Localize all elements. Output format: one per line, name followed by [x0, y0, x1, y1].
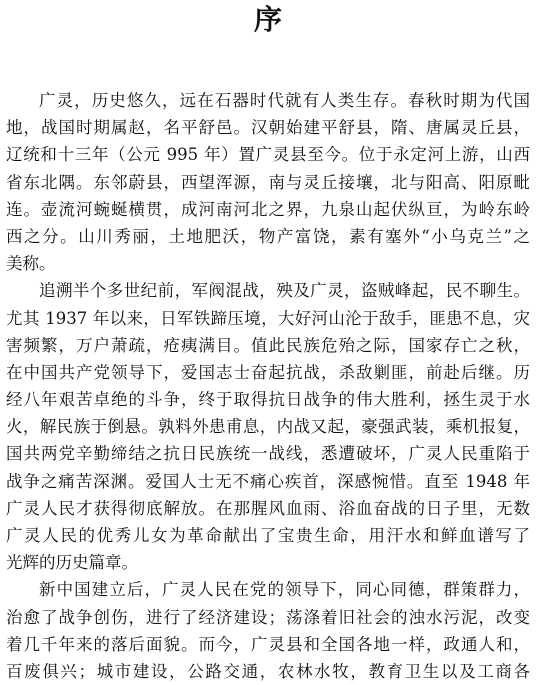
text-line: 着几千年来的落后面貌。而今，广灵县和全国各地一样，政通人和，: [6, 634, 530, 654]
paragraph-3: [6, 576, 530, 685]
text-line: 地，战国时期属赵，名平舒邑。汉朝始建平舒县，隋、唐属灵丘县，: [6, 118, 530, 138]
page-title: 序: [253, 3, 282, 36]
text-line: 国共两党辛勤缔结之抗日民族统一战线，悉遭破坏，广灵人民重陷于: [6, 444, 530, 464]
text-line: 百废俱兴；城市建设，公路交通，农林水牧，教育卫生以及工商各: [6, 661, 530, 681]
paragraph-2: [6, 277, 530, 576]
paragraph-1: [6, 87, 530, 277]
text-line: 美称。: [6, 254, 56, 274]
text-line: 广灵人民才获得彻底解放。在那腥风血雨、浴血奋战的日子里，无数: [6, 498, 530, 518]
text-line: 连。壶流河蜿蜒横贯，成河南河北之界，九泉山起伏纵亘，为岭东岭: [6, 199, 530, 219]
text-line: 经八年艰苦卓绝的斗争，终于取得抗日战争的伟大胜利，拯生灵于水: [6, 390, 530, 410]
text-line: 战争之痛苦深渊。爱国人士无不痛心疾首，深感惋惜。直至 1948 年: [6, 471, 530, 491]
document-body: [6, 87, 530, 685]
text-line: 光辉的历史篇章。: [6, 553, 138, 573]
text-line: 害频繁，万户萧疏，疮痍满目。值此民族危殆之际，国家存亡之秋，: [6, 335, 530, 355]
text-line: 广灵人民的优秀儿女为革命献出了宝贵生命，用汗水和鲜血谱写了: [6, 526, 530, 545]
text-line: 治愈了战争创伤，进行了经济建设；荡涤着旧社会的浊水污泥，改变: [6, 607, 530, 627]
text-line: 省东北隅。东邻蔚县，西望浑源，南与灵丘接壤，北与阳高、阳原毗: [6, 172, 530, 192]
text-line: 广灵，历史悠久，远在石器时代就有人类生存。春秋时期为代国: [39, 91, 530, 110]
text-line: 火，解民族于倒悬。孰料外患甫息，内战又起，豪强武装，乘机报复，: [6, 417, 530, 437]
text-line: 尤其 1937 年以来，日军铁蹄压境，大好河山沦于敌手，匪患不息，灾: [6, 308, 530, 328]
text-line: 在中国共产党领导下，爱国志士奋起抗战，杀敌剿匪，前赴后继。历: [6, 362, 530, 382]
text-line: 西之分。山川秀丽，土地肥沃，物产富饶，素有塞外“小乌克兰”之: [6, 226, 530, 246]
text-line: 辽统和十三年（公元 995 年）置广灵县至今。位于永定河上游，山西: [6, 145, 530, 165]
text-line: 新中国建立后，广灵人民在党的领导下，同心同德，群策群力，: [39, 580, 530, 600]
text-line: 追溯半个多世纪前，军阀混战，殃及广灵，盗贼峰起，民不聊生。: [39, 281, 530, 301]
